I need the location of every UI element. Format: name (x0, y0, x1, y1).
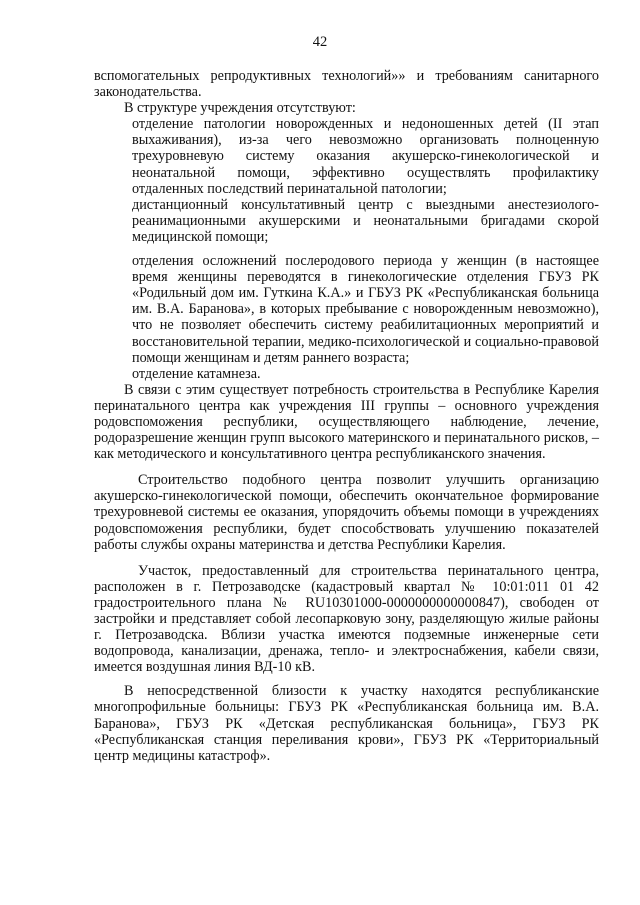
list-item: дистанционный консультативный центр с выездными анестезиолого-реанимационными акушерскими и неонатальными бригадами скорой медицинской помощи; (132, 196, 599, 245)
paragraph-nearby-hospitals: В непосредственной близости к участку находятся республиканские многопрофильные больницы: ГБУЗ РК «Республиканская больница им. В.А. Баранова», ГБУЗ РК «Детская республиканская больница», ГБУЗ РК «Республиканская станция переливания крови», ГБУЗ РК «Территориальный центр медицины катастроф». (94, 683, 599, 764)
document-body (94, 68, 599, 764)
paragraph-site: Участок, предоставленный для строительства перинатального центра, расположен в г. Петрозаводске (кадастровый квартал № 10:01:011 01 42 градостроительного плана № RU10301000-0000000000000847), свободен от застройки и представляет собой лесопарковую зону, разделяющую жилые районы г. Петрозаводска. Вблизи участка имеются подземные инженерные сети водопровода, канализации, дренажа, тепло- и электроснабжения, кабели связи, имеется воздушная линия ВД-10 кВ. (94, 562, 599, 676)
paragraph-need: В связи с этим существует потребность строительства в Республике Карелия перинатального центра как учреждения III группы – основного учреждения родовспоможения республики, осуществляющего наблюдение, лечение, родоразрешение женщин групп высокого материнского и перинатального рисков, – как методического и консультативного центра республиканского значения. (94, 381, 599, 463)
list-item: отделение катамнеза. (132, 365, 261, 382)
paragraph-continuation: вспомогательных репродуктивных технологий»» и требованиям санитарного законодательства. (94, 68, 599, 101)
page-number: 42 (312, 34, 328, 50)
paragraph-structure-intro: В структуре учреждения отсутствуют: (124, 100, 356, 117)
paragraph-construction: Строительство подобного центра позволит улучшить организацию акушерско-гинекологической помощи, обеспечить окончательное формирование трехуровневой системы ее оказания, упорядочить объемы помощи в учреждениях родовспоможения республики, будет способствовать улучшению показателей работы службы охраны материнства и детства Республики Карелия. (94, 472, 599, 553)
list-item: отделения осложнений послеродового периода у женщин (в настоящее время женщины переводятся в гинекологические отделения ГБУЗ РК «Родильный дом им. Гуткина К.А.» и ГБУЗ РК «Республиканская больница им. В.А. Баранова», в которых пребывание с новорожденным невозможно), что не позволяет обеспечить систему реабилитационных мероприятий и восстановительной терапии, медико-психологической и социально-правовой помощи женщинам и детям раннего возраста; (132, 253, 599, 366)
list-item: отделение патологии новорожденных и недоношенных детей (II этап выхаживания), из-за чего невозможно организовать полноценную трехуровневую систему оказания акушерско-гинекологической и неонатальной помощи, эффективно осуществлять профилактику отдаленных последствий перинатальной патологии; (132, 116, 599, 197)
missing-units-list (94, 116, 599, 382)
